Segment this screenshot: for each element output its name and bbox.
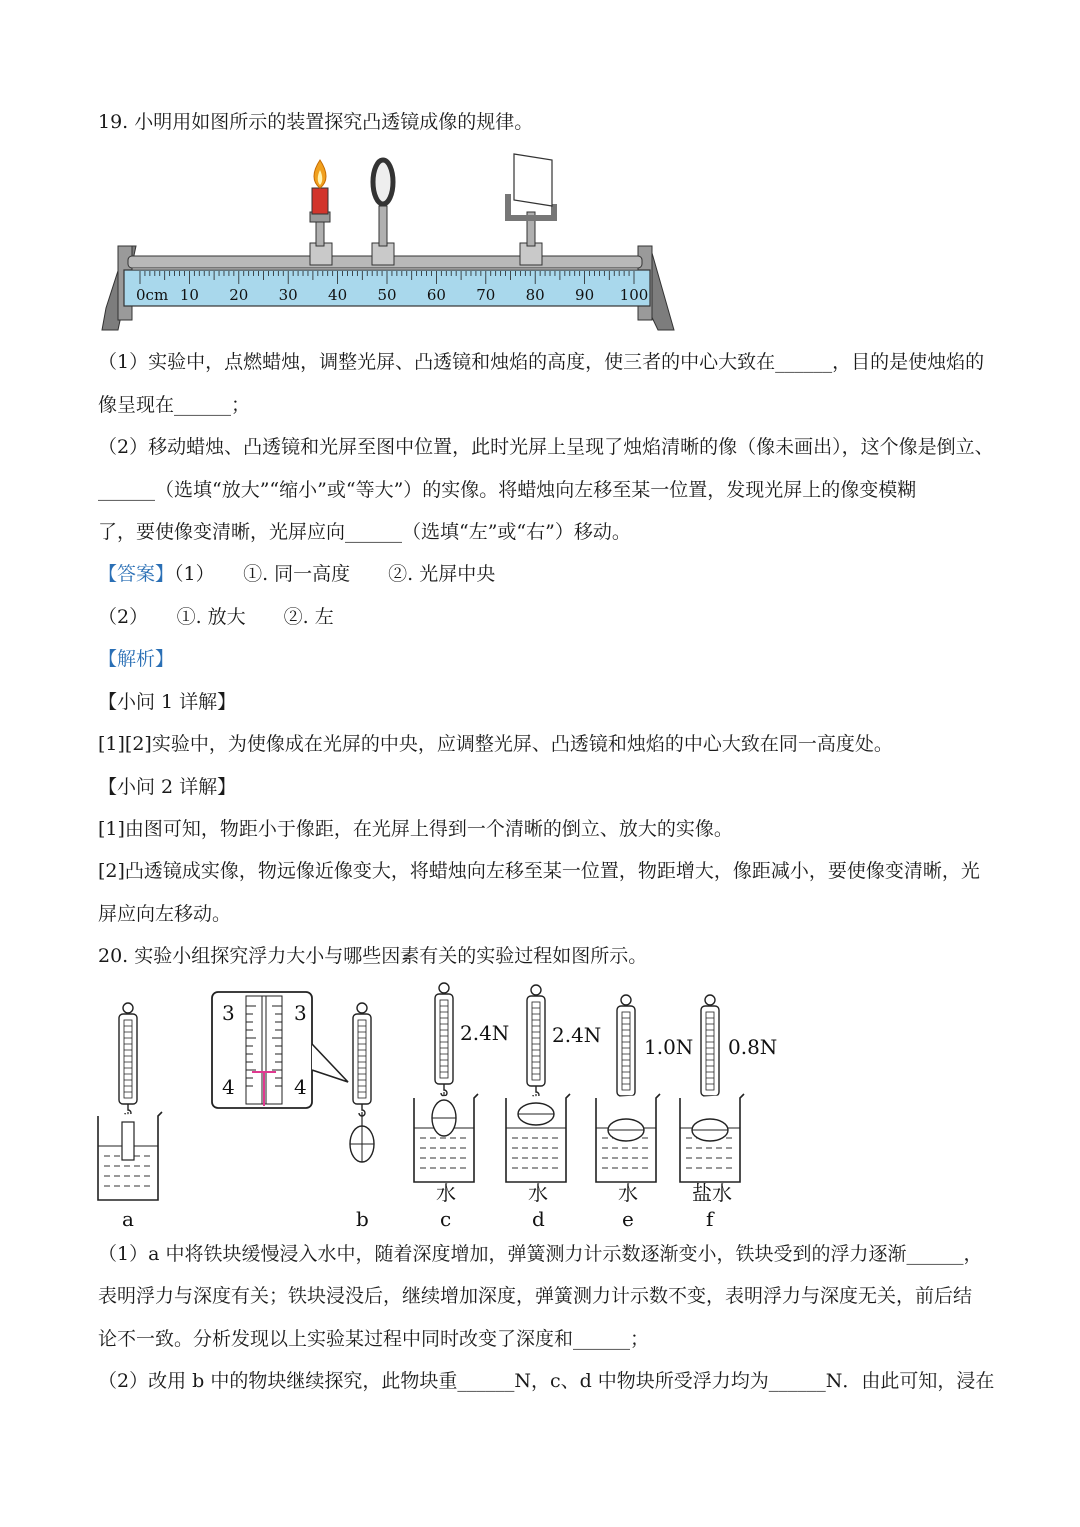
ruler-tick-label: 10 [179, 286, 199, 304]
reading-c: 2.4N [460, 1021, 510, 1045]
q19-part1-line2: 像呈现在______； [98, 394, 251, 416]
iron-block [122, 1122, 134, 1160]
zoom-label-br: 4 [294, 1075, 307, 1099]
liquid-c: 水 [436, 1181, 456, 1205]
panel-label-f: f [706, 1207, 714, 1231]
ruler-tick-label: 90 [575, 286, 595, 304]
ruler-tick-label: 70 [476, 286, 496, 304]
q19-part2-line1: （2）移动蜡烛、凸透镜和光屏至图中位置，此时光屏上呈现了烛焰清晰的像（像未画出），这个像是倒立、 [98, 436, 994, 458]
panel-label-c: c [440, 1207, 452, 1231]
q19-part2-line3: 了，要使像变清晰，光屏应向______（选填“左”或“右”）移动。 [98, 521, 631, 543]
convex-lens [372, 160, 394, 265]
ruler-tick-label: 30 [278, 286, 298, 304]
reading-d: 2.4N [552, 1023, 602, 1047]
liquid-d: 水 [528, 1181, 548, 1205]
zoom-label-bl: 4 [222, 1075, 235, 1099]
q19-stem: 19. 小明用如图所示的装置探究凸透镜成像的规律。 [98, 111, 534, 133]
q20-part1-line1: （1）a 中将铁块缓慢浸入水中，随着深度增加，弹簧测力计示数逐渐变小，铁块受到的浮力逐渐______， [98, 1243, 983, 1265]
sub2-title: 【小问 2 详解】 [98, 776, 237, 798]
reading-e: 1.0N [644, 1035, 694, 1059]
light-screen [508, 154, 554, 265]
liquid-e: 水 [618, 1181, 638, 1205]
q20-part1-line3: 论不一致。分析发现以上实验某过程中同时改变了深度和______； [98, 1328, 650, 1350]
reading-f: 0.8N [728, 1035, 778, 1059]
ruler-tick-label: 20 [229, 286, 249, 304]
panel-label-a: a [122, 1207, 134, 1231]
optical-bench-figure [98, 148, 678, 334]
ruler-tick-label: 50 [377, 286, 397, 304]
ruler-tick-label: 40 [328, 286, 348, 304]
q20-part1-line2: 表明浮力与深度有关；铁块浸没后，继续增加深度，弹簧测力计示数不变，表明浮力与深度无关，前后结 [98, 1285, 973, 1307]
answer-line1 [98, 561, 495, 587]
analysis-tag: 【解析】 [98, 648, 175, 670]
q19-part1-line1: （1）实验中，点燃蜡烛，调整光屏、凸透镜和烛焰的高度，使三者的中心大致在______，目的是使烛焰的 [98, 351, 985, 373]
answer-part2: （2） ①. 放大 ②. 左 [98, 606, 334, 628]
ruler-tick-label: 80 [525, 286, 545, 304]
buoyancy-figure [96, 982, 786, 1232]
sub1-title: 【小问 1 详解】 [98, 691, 237, 713]
sub2-text1: [1]由图可知，物距小于像距，在光屏上得到一个清晰的倒立、放大的实像。 [98, 818, 733, 840]
q20-part2-line1: （2）改用 b 中的物块继续探究，此物块重______N，c、d 中物块所受浮力均为______N．由此可知，浸在 [98, 1370, 995, 1392]
panel-label-d: d [532, 1207, 545, 1231]
zoom-label-tl: 3 [222, 1001, 235, 1025]
answer-part1: （1） ①. 同一高度 ②. 光屏中央 [174, 563, 496, 585]
sub2-text2: [2]凸透镜成实像，物远像近像变大，将蜡烛向左移至某一位置，物距增大，像距减小，要使像变清晰，光 [98, 860, 980, 882]
panel-label-e: e [622, 1207, 634, 1231]
panel-label-b: b [356, 1207, 369, 1231]
answer-tag: 【答案】 [98, 563, 175, 585]
ruler-tick-label: 60 [426, 286, 446, 304]
zoom-label-tr: 3 [294, 1001, 307, 1025]
ruler-tick-label: 100 [619, 286, 649, 304]
q20-stem: 20. 实验小组探究浮力大小与哪些因素有关的实验过程如图所示。 [98, 945, 648, 967]
candle [310, 160, 332, 265]
sub2-text3: 屏应向左移动。 [98, 903, 232, 925]
liquid-f: 盐水 [692, 1181, 732, 1205]
q19-part2-line2: ______（选填“放大”“缩小”或“等大”）的实像。将蜡烛向左移至某一位置，发现光屏上的像变模糊 [98, 479, 917, 501]
sub1-text: [1][2]实验中，为使像成在光屏的中央，应调整光屏、凸透镜和烛焰的中心大致在同一高度处。 [98, 733, 893, 755]
ruler-unit-label: 0cm [136, 286, 169, 304]
